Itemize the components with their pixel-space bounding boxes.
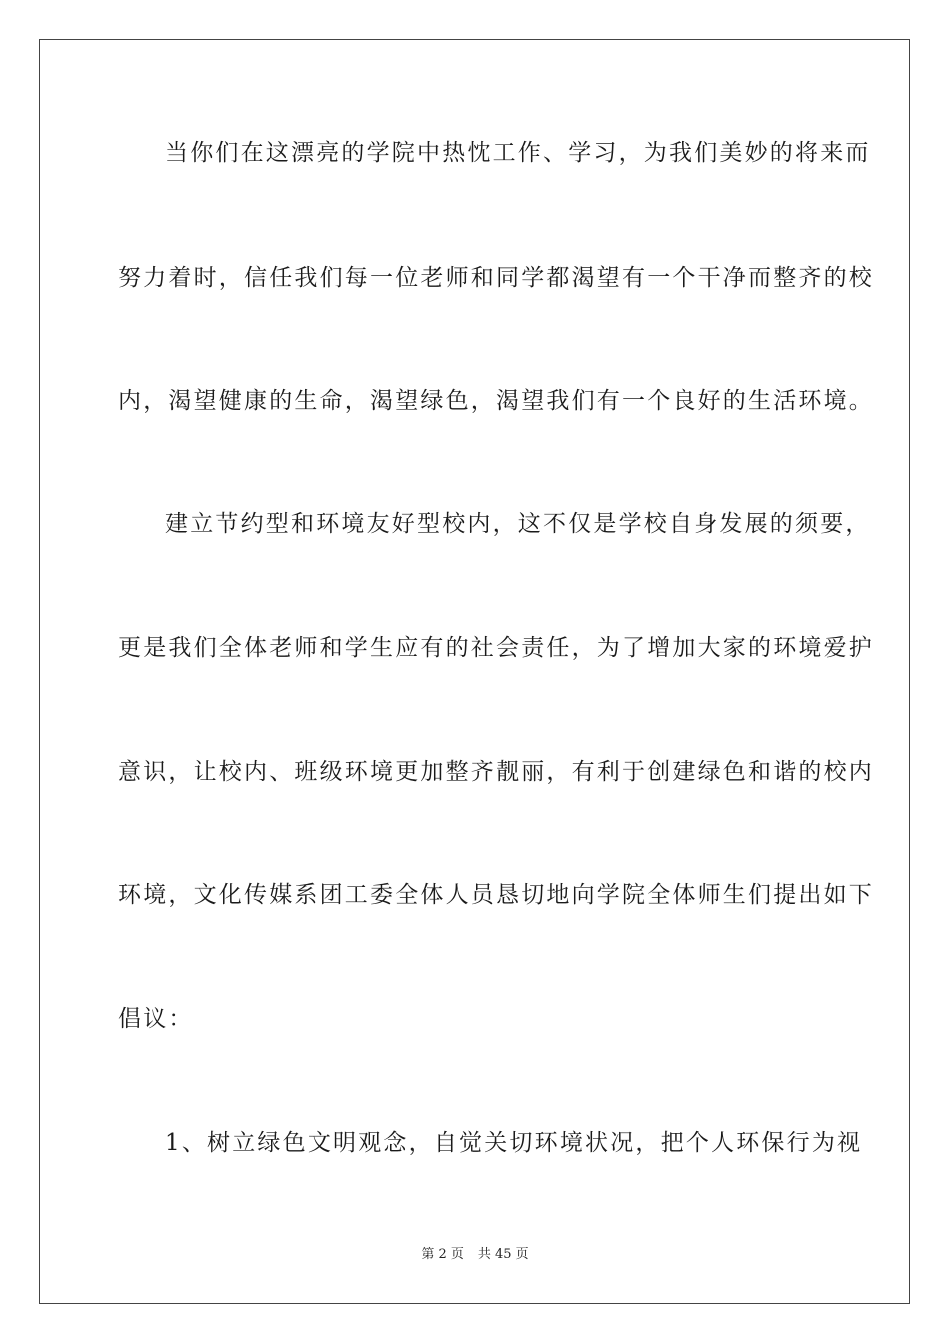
paragraph-2-line-2: 更是我们全体老师和学生应有的社会责任，为了增加大家的环境爱护 — [118, 635, 874, 661]
list-item-1-line-1: 1、树立绿色文明观念，自觉关切环境状况，把个人环保行为视 — [165, 1130, 863, 1156]
paragraph-2-line-3: 意识，让校内、班级环境更加整齐靓丽，有利于创建绿色和谐的校内 — [118, 759, 874, 785]
paragraph-2-line-4: 环境，文化传媒系团工委全体人员恳切地向学院全体师生们提出如下 — [118, 882, 874, 908]
paragraph-2-line-1: 建立节约型和环境友好型校内，这不仅是学校自身发展的须要， — [165, 511, 871, 537]
page-number: 第 2 页 — [421, 1247, 464, 1262]
paragraph-1-line-2: 努力着时，信任我们每一位老师和同学都渴望有一个干净而整齐的校 — [118, 265, 874, 291]
page-total: 共 45 页 — [477, 1247, 529, 1262]
paragraph-2-line-5: 倡议： — [118, 1006, 194, 1032]
paragraph-1-line-3: 内，渴望健康的生命，渴望绿色，渴望我们有一个良好的生活环境。 — [118, 388, 874, 414]
page-border — [39, 39, 910, 1304]
page-footer — [0, 1246, 950, 1264]
paragraph-1-line-1: 当你们在这漂亮的学院中热忱工作、学习，为我们美妙的将来而 — [165, 140, 871, 166]
